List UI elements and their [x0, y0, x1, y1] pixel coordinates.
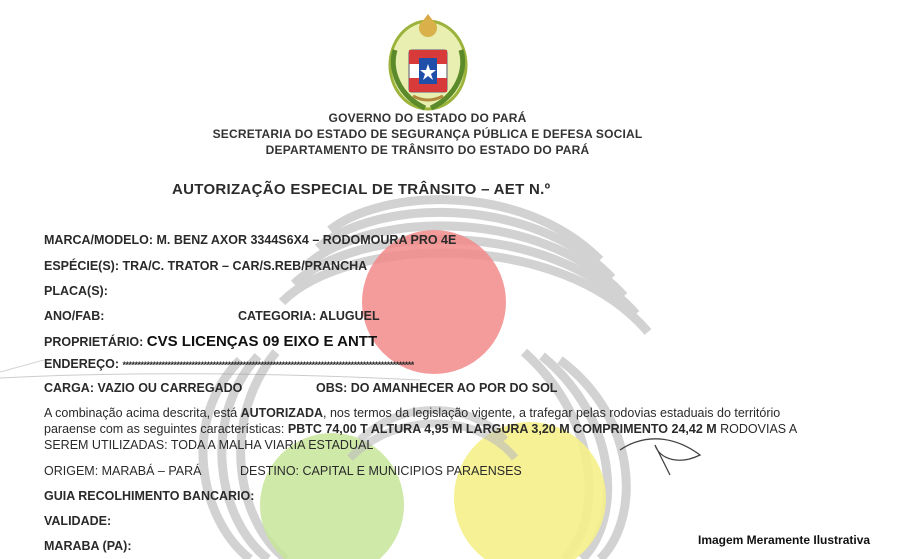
- scan-line: [0, 374, 420, 380]
- illustrative-caption: Imagem Meramente Ilustrativa: [698, 533, 871, 547]
- field-marca-modelo: MARCA/MODELO: M. BENZ AXOR 3344S6X4 – RODOMOURA PRO 4E: [44, 233, 457, 247]
- scan-mark: [0, 360, 44, 372]
- paragraph-text-2: , nos termos da legislação vigente, a trafegar pelas rodovias estaduais do território paraense com as seguintes características:: [44, 406, 781, 436]
- paragraph-text-3: RODOVIAS A SEREM UTILIZADAS: TODA A MALHA VIARIA ESTADUAL: [44, 422, 797, 452]
- paragraph-specs: PBTC 74,00 T ALTURA 4,95 M LARGURA 3,20 M COMPRIMENTO 24,42 M: [287, 422, 717, 436]
- signature-scribble: [600, 420, 710, 480]
- field-validade: VALIDADE:: [44, 514, 112, 528]
- endereco-value: *************************************************************************************************: [122, 360, 414, 370]
- header-government: GOVERNO DO ESTADO DO PARÁ: [328, 111, 527, 125]
- proprietario-value: CVS LICENÇAS 09 EIXO E ANTT: [146, 333, 378, 350]
- header-department: DEPARTAMENTO DE TRÂNSITO DO ESTADO DO PARÁ: [265, 143, 590, 157]
- field-origem: ORIGEM: MARABÁ – PARÁ: [44, 464, 202, 478]
- authorization-paragraph: [44, 405, 834, 453]
- field-proprietario: [44, 333, 377, 350]
- proprietario-label: PROPRIETÁRIO:: [44, 335, 144, 349]
- field-obs: OBS: DO AMANHECER AO POR DO SOL: [316, 381, 558, 395]
- field-destino: DESTINO: CAPITAL E MUNICIPIOS PARAENSES: [240, 464, 522, 478]
- field-local: MARABA (PA):: [44, 539, 132, 553]
- field-guia: GUIA RECOLHIMENTO BANCARIO:: [44, 489, 255, 503]
- paragraph-authorized: AUTORIZADA: [240, 406, 324, 420]
- field-carga: CARGA: VAZIO OU CARREGADO: [44, 381, 243, 395]
- field-categoria: CATEGORIA: ALUGUEL: [238, 309, 380, 323]
- endereco-label: ENDEREÇO:: [44, 357, 120, 371]
- header-secretariat: SECRETARIA DO ESTADO DE SEGURANÇA PÚBLICA E DEFESA SOCIAL: [212, 127, 643, 141]
- paragraph-text-1: A combinação acima descrita, está: [44, 406, 241, 420]
- field-endereco: [44, 357, 414, 371]
- field-ano-fab: ANO/FAB:: [44, 309, 105, 323]
- watermark-red-circle: [362, 230, 506, 374]
- field-especie: ESPÉCIE(S): TRA/C. TRATOR – CAR/S.REB/PRANCHA: [44, 259, 368, 273]
- document-title: AUTORIZAÇÃO ESPECIAL DE TRÂNSITO – AET N.º: [172, 181, 551, 198]
- para-state-crest-icon: [385, 10, 471, 112]
- field-placa: PLACA(S):: [44, 284, 108, 298]
